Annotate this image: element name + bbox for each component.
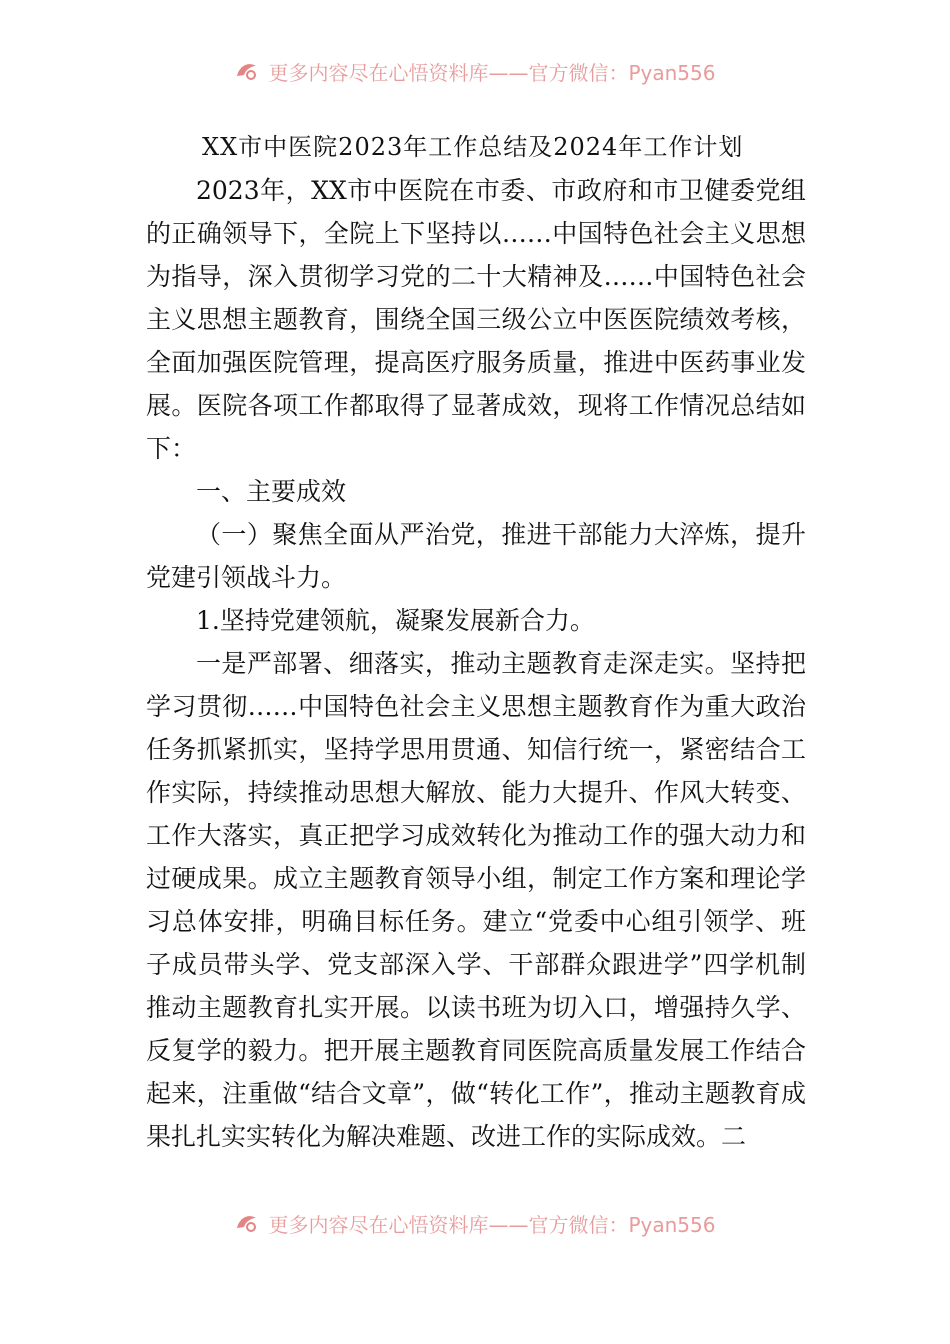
watermark-footer	[0, 1208, 950, 1238]
document-title: XX市中医院2023年工作总结及2024年工作计划	[202, 133, 744, 161]
item-heading: 1.坚持党建领航，凝聚发展新合力。	[196, 606, 595, 635]
watermark-logo-icon	[234, 1212, 260, 1234]
watermark-text: 更多内容尽在心悟资料库——官方微信：Pyan556	[268, 1212, 716, 1237]
item-body-paragraph: 一是严部署、细落实，推动主题教育走深走实。坚持把学习贯彻……中国特色社会主义思想主题教育作为重大政治任务抓紧抓实，坚持学思用贯通、知信行统一，紧密结合工作实际，持续推动思想大解放、能力大提升、作风大转变、工作大落实，真正把学习成效转化为推动工作的强大动力和过硬成果。成立主题教育领导小组，制定工作方案和理论学习总体安排，明确目标任务。建立“党委中心组引领学、班子成员带头学、党支部深入学、干部群众跟进学”四学机制推动主题教育扎实开展。以读书班为切入口，增强持久学、反复学的毅力。把开展主题教育同医院高质量发展工作结合起来，注重做“结合文章”，做“转化工作”，推动主题教育成果扎扎实实转化为解决难题、改进工作的实际成效。二	[146, 649, 806, 1151]
section-heading: 一、主要成效	[196, 477, 347, 506]
document-body	[146, 126, 806, 1158]
watermark-logo-icon	[234, 60, 260, 82]
watermark-text: 更多内容尽在心悟资料库——官方微信：Pyan556	[268, 60, 716, 85]
watermark-header	[0, 56, 950, 86]
subsection-heading: （一）聚焦全面从严治党，推进干部能力大淬炼，提升党建引领战斗力。	[146, 520, 806, 592]
intro-paragraph: 2023年，XX市中医院在市委、市政府和市卫健委党组的正确领导下，全院上下坚持以……中国特色社会主义思想为指导，深入贯彻学习党的二十大精神及……中国特色社会主义思想主题教育，围绕全国三级公立中医医院绩效考核，全面加强医院管理，提高医疗服务质量，推进中医药事业发展。医院各项工作都取得了显著成效，现将工作情况总结如下：	[146, 176, 806, 463]
